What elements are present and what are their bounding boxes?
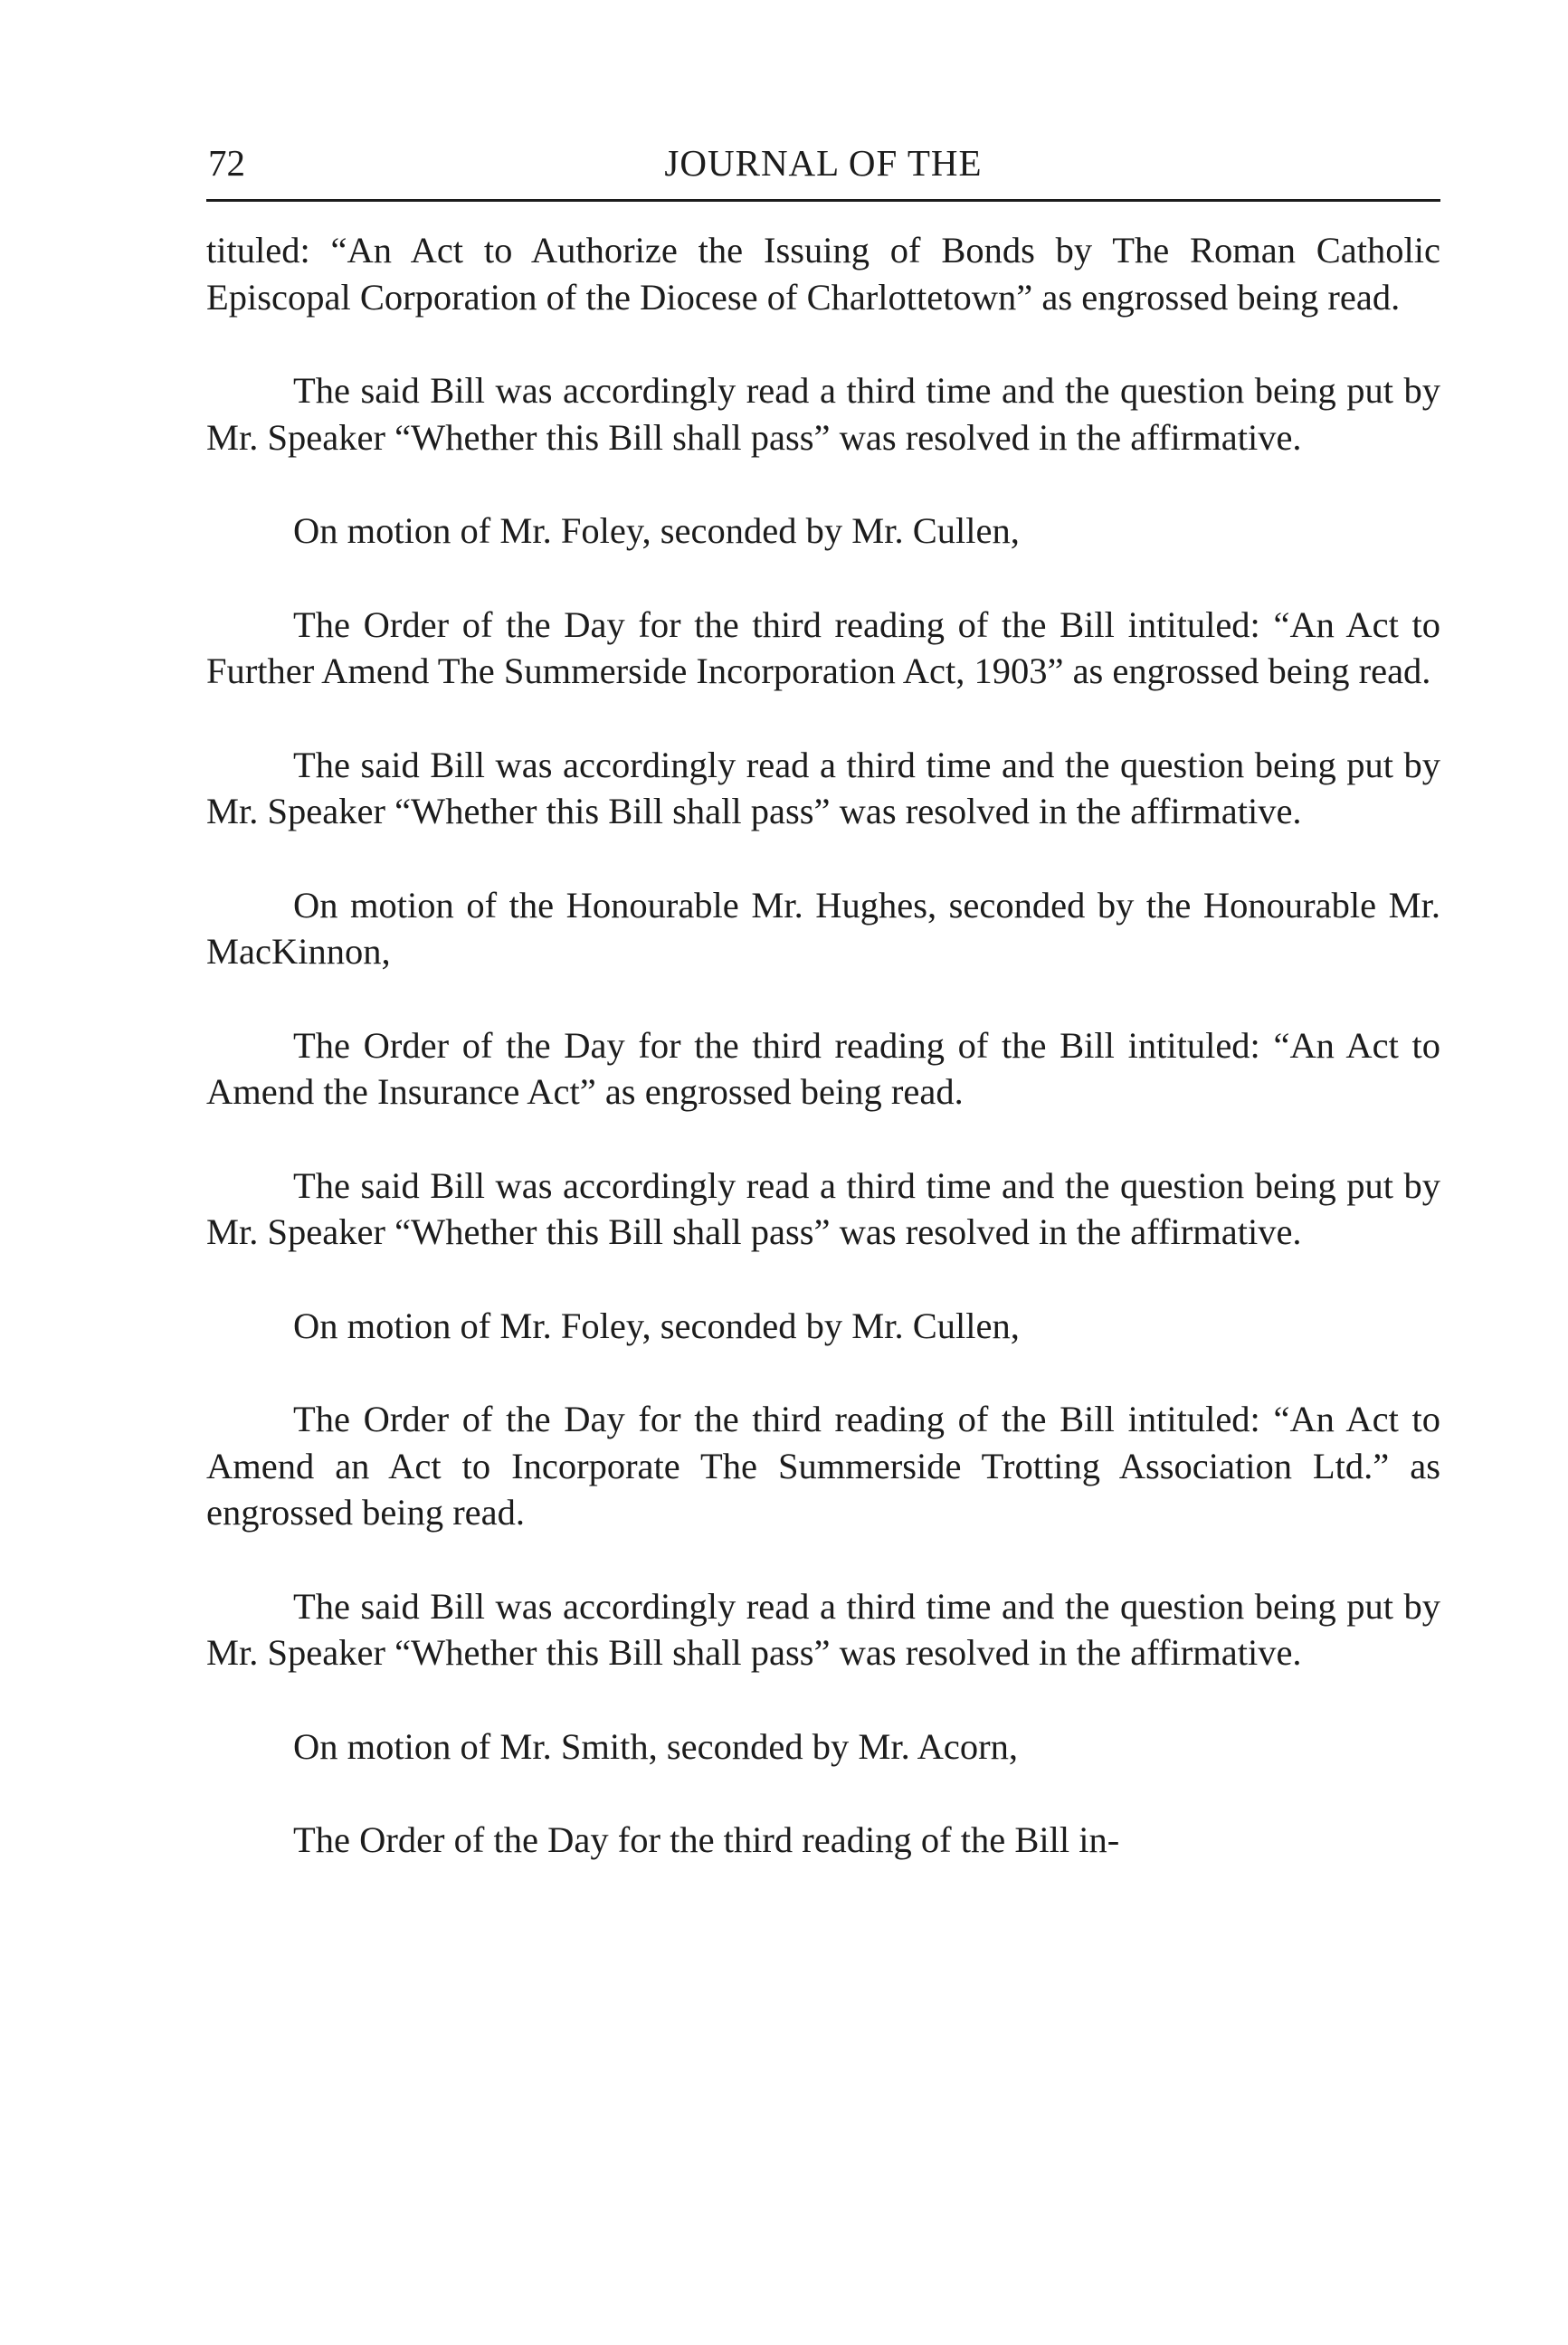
header-rule	[206, 199, 1440, 202]
paragraph: The Order of the Day for the third reading of the Bill intituled: “An Act to Amend an Act to Incorporate The Summerside Trotting Association Ltd.” as engrossed being read.	[206, 1399, 1440, 1533]
paragraph: On motion of Mr. Smith, seconded by Mr. Acorn,	[293, 1725, 1018, 1767]
paragraph: The Order of the Day for the third reading of the Bill in-	[293, 1819, 1120, 1860]
paragraph: On motion of Mr. Foley, seconded by Mr. Cullen,	[293, 1305, 1020, 1346]
journal-page	[206, 136, 1440, 1911]
paragraph: On motion of Mr. Foley, seconded by Mr. Cullen,	[293, 510, 1020, 551]
paragraph: The said Bill was accordingly read a third time and the question being put by Mr. Speaker “Whether this Bill shall pass” was resolved in the affirmative.	[206, 370, 1440, 458]
paragraph: The said Bill was accordingly read a third time and the question being put by Mr. Speaker “Whether this Bill shall pass” was resolved in the affirmative.	[206, 1585, 1440, 1673]
running-title: JOURNAL OF THE	[664, 142, 983, 184]
paragraph: The said Bill was accordingly read a third time and the question being put by Mr. Speaker “Whether this Bill shall pass” was resolved in the affirmative.	[206, 1164, 1440, 1252]
paragraph: The Order of the Day for the third reading of the Bill intituled: “An Act to Further Amend The Summerside Incorporation Act, 1903” as engrossed being read.	[206, 603, 1440, 691]
body-text	[206, 227, 1440, 1864]
paragraph: The Order of the Day for the third reading of the Bill intituled: “An Act to Amend the Insurance Act” as engrossed being read.	[206, 1024, 1440, 1112]
page-number: 72	[208, 142, 245, 184]
paragraph: tituled: “An Act to Authorize the Issuing of Bonds by The Roman Catholic Episcopal Corporation of the Diocese of Charlottetown” as engrossed being read.	[206, 230, 1440, 318]
paragraph: The said Bill was accordingly read a third time and the question being put by Mr. Speaker “Whether this Bill shall pass” was resolved in the affirmative.	[206, 744, 1440, 831]
paragraph: On motion of the Honourable Mr. Hughes, seconded by the Honourable Mr. MacKinnon,	[206, 884, 1440, 972]
page-header	[206, 136, 1440, 190]
